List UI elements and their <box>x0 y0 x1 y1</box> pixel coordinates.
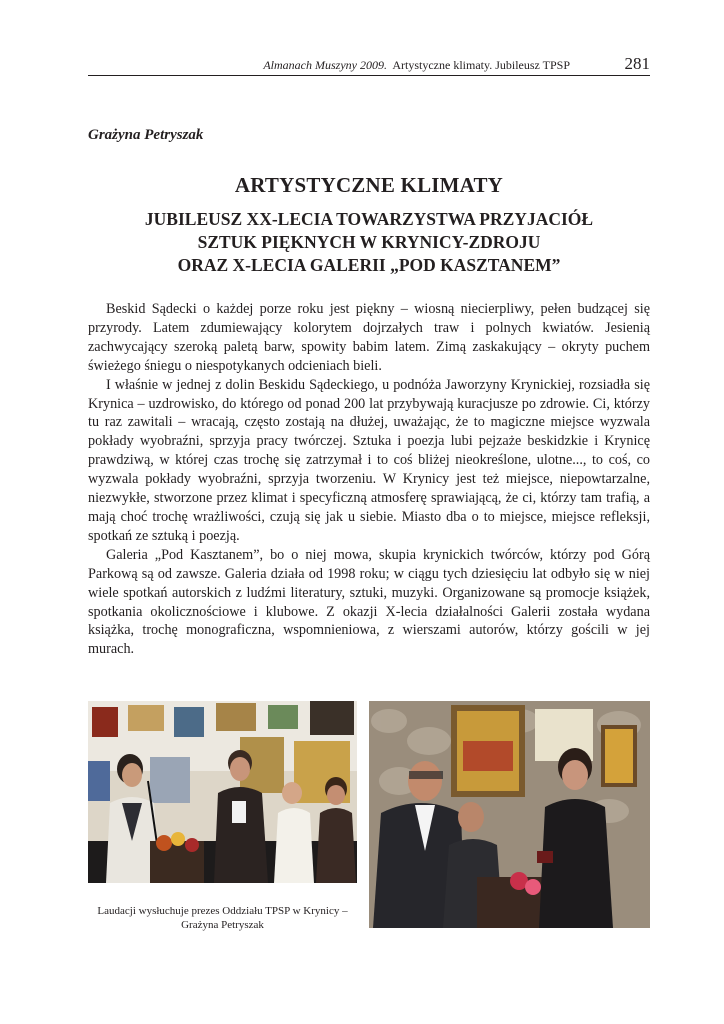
publication-name: Almanach Muszyny 2009. <box>263 58 387 72</box>
running-header-title <box>263 58 570 73</box>
running-header <box>88 56 650 76</box>
article-body <box>88 300 650 659</box>
article-subtitle <box>88 208 650 277</box>
section-name: Artystyczne klimaty. Jubileusz TPSP <box>392 58 570 72</box>
gallery-event-photo <box>88 701 357 883</box>
article-title: ARTYSTYCZNE KLIMATY <box>234 173 504 197</box>
paragraph: Beskid Sądecki o każdej porze roku jest piękny – wiosną niecierpliwy, pełen budzącej się przyrody. Latem zdumiewający kolorytem dojrzałych traw i polnych kwiatów. Jesienią zachwycający szeroką paletą barw, spowity babim latem. Zimą zaskakujący – okryty puchem świeżego śniegu o niespotykanych odcieniach bieli. <box>88 301 650 374</box>
award-presentation-photo <box>369 701 650 928</box>
photo-caption: Laudacji wysłuchuje prezes Oddziału TPSP w Krynicy – Grażyna Petryszak <box>97 905 348 931</box>
subtitle-line: ORAZ X-LECIA GALERII „POD KASZTANEM” <box>177 255 561 275</box>
article-author: Grażyna Petryszak <box>88 127 204 143</box>
page-number: 281 <box>624 54 650 73</box>
subtitle-line: SZTUK PIĘKNYCH W KRYNICY-ZDROJU <box>197 232 541 252</box>
paragraph: I właśnie w jednej z dolin Beskidu Sądeckiego, u podnóża Jaworzyny Krynickiej, rozsiadła się Krynica – uzdrowisko, do którego od ponad 200 lat przybywają kuracjusze po zdrowie. Ci, którzy tu raz zawitali – wracają, często zostają na dłużej, uważając, że to magiczne miejsce wyzwala pokłady wyobraźni, sprzyja pracy twórczej. Sztuka i poezja lubi pejzaże beskidzkie i Krynicę prawdziwą, w której czas trochę się zatrzymał i to coś bliżej nieokreślone, ulotne..., to coś, co wyzwala pokłady wyobraźni, sprzyja tworzeniu. W Krynicy jest też miejsce, niepowtarzalne, niezwykłe, stworzone przez klimat i specyficzną atmosferę sprawiającą, że ci, którzy tam trafią, a mają choć trochę wrażliwości, czują się jak u siebie. Miasto dba o to miejsce, miejsce refleksji, spotkań ze sztuką i poezją. <box>88 376 650 544</box>
paragraph: Galeria „Pod Kasztanem”, bo o niej mowa, skupia krynickich twórców, którzy pod Górą Parkową są od zawsze. Galeria działa od 1998 roku; w ciągu tych dziesięciu lat odbyło się w niej wiele spotkań autorskich z ludźmi literatury, sztuki, muzyki. Organizowane są promocje książek, spotkania okolicznościowe i klubowe. Z okazji X-lecia działalności Galerii została wydana książka, trochę monograficzna, wspomnieniowa, z wierszami autorów, którzy gościli w jej murach. <box>88 546 650 658</box>
header-rule <box>88 75 650 76</box>
subtitle-line: JUBILEUSZ XX-LECIA TOWARZYSTWA PRZYJACIÓŁ <box>144 209 594 229</box>
